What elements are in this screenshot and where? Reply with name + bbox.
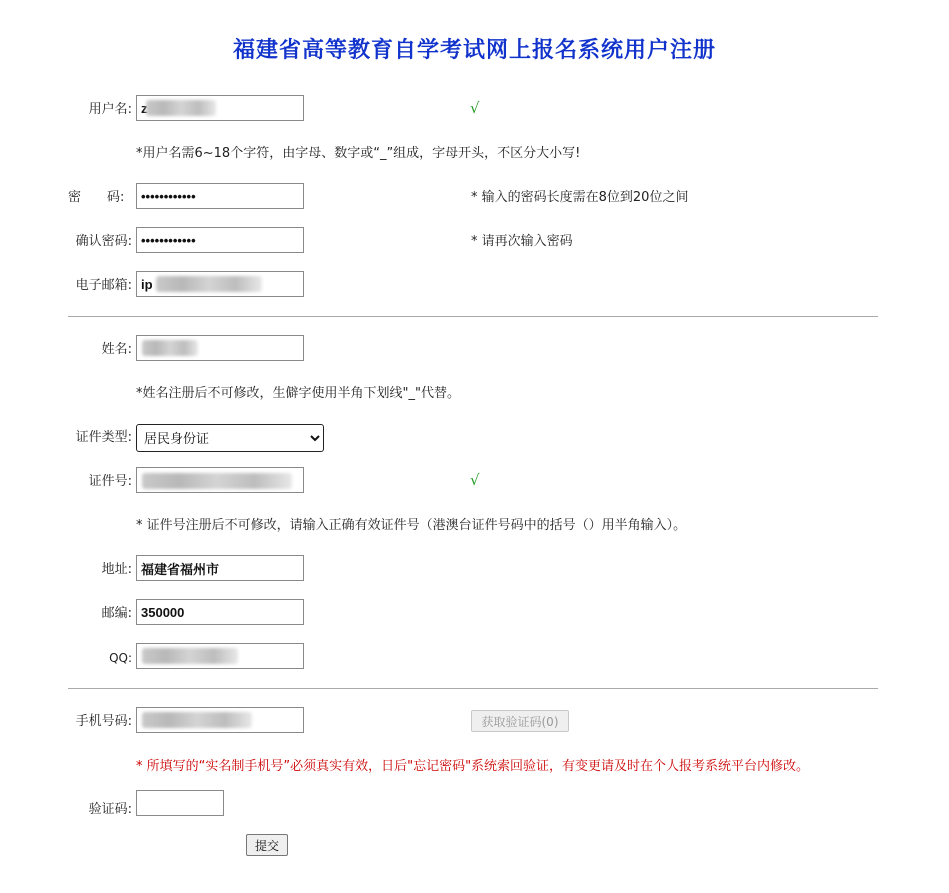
confirm-password-input[interactable]: [136, 227, 304, 253]
password-hint: * 输入的密码长度需在8位到20位之间: [471, 190, 689, 205]
page-title: 福建省高等教育自学考试网上报名系统用户注册: [232, 37, 716, 63]
phone-label: 手机号码:: [75, 714, 132, 729]
address-input[interactable]: [136, 555, 304, 581]
id-type-label: 证件类型:: [75, 430, 132, 445]
postcode-input[interactable]: [136, 599, 304, 625]
phone-warning: * 所填写的“实名制手机号”必须真实有效，日后"忘记密码"系统索回验证，有变更请及时在个人报考系统平台内修改。: [136, 759, 810, 774]
name-label: 姓名:: [101, 342, 132, 357]
phone-redaction: [142, 712, 252, 728]
username-hint: *用户名需6~18个字符，由字母、数字或“_”组成，字母开头，不区分大小写!: [136, 146, 581, 161]
password-label-b: 码:: [107, 190, 125, 205]
id-number-label: 证件号:: [88, 474, 132, 489]
qq-redaction: [142, 648, 238, 664]
name-hint: *姓名注册后不可修改，生僻字使用半角下划线"_"代替。: [136, 386, 460, 401]
username-redaction: [146, 100, 216, 116]
get-verification-code-button[interactable]: 获取验证码(0): [471, 710, 569, 732]
section-divider-1: [68, 316, 878, 317]
postcode-label: 邮编:: [101, 606, 132, 621]
id-type-select[interactable]: [136, 424, 324, 452]
verify-code-label: 验证码:: [88, 802, 132, 817]
address-label: 地址:: [101, 562, 132, 577]
id-number-valid-check-icon: √: [470, 471, 480, 489]
email-redaction: [156, 276, 262, 292]
id-number-hint: * 证件号注册后不可修改，请输入正确有效证件号（港澳台证件号码中的括号（）用半角输入）。: [136, 518, 687, 533]
id-number-redaction: [142, 473, 292, 489]
confirm-password-label: 确认密码:: [75, 234, 132, 249]
name-redaction: [142, 340, 198, 356]
verify-code-input[interactable]: [136, 790, 224, 816]
qq-label: QQ:: [109, 651, 132, 665]
username-valid-check-icon: √: [470, 99, 480, 117]
email-label: 电子邮箱:: [75, 278, 132, 293]
section-divider-2: [68, 688, 878, 689]
password-label-a: 密: [68, 190, 82, 205]
password-input[interactable]: [136, 183, 304, 209]
confirm-password-hint: * 请再次输入密码: [471, 234, 573, 249]
username-label: 用户名:: [88, 102, 132, 117]
submit-button[interactable]: 提交: [246, 834, 288, 856]
